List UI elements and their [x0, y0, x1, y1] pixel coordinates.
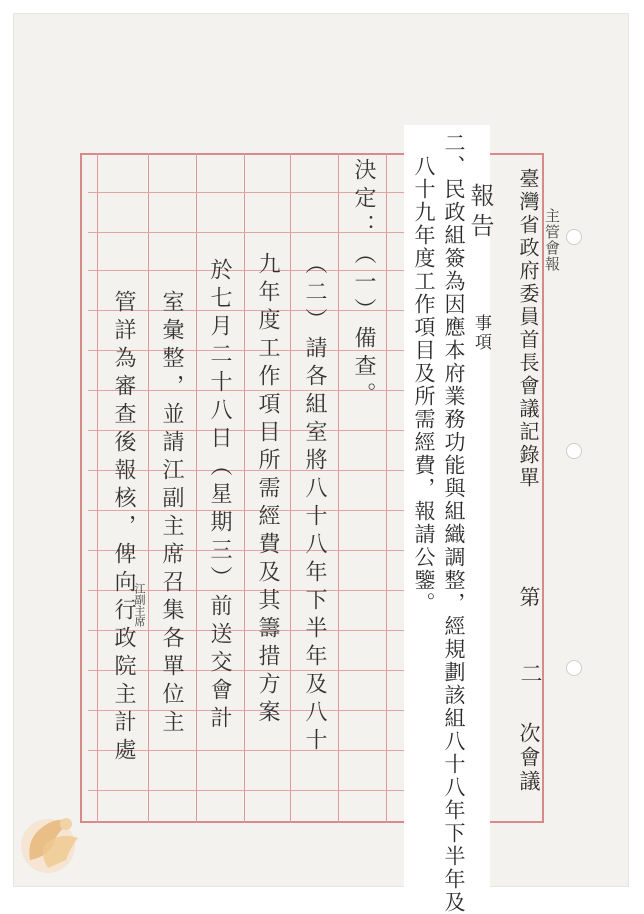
column-rule — [338, 153, 339, 823]
resolution-line: 管詳為審查後報核，俾向行政院主計處 — [111, 290, 136, 766]
row-rule — [88, 430, 410, 431]
agenda-item-line-2: 八十九年度工作項目及所需經費，報請公鑒。 — [412, 155, 436, 615]
resolution-line: 九年度工作項目所需經費及其籌措方案 — [255, 252, 280, 728]
document-title: 臺灣省政府委員首長會議記錄單 — [516, 168, 540, 490]
column-rule — [290, 153, 291, 823]
handwritten-annotation: 主管會報 — [543, 208, 561, 272]
margin-insertion-note: 江副主席 — [133, 583, 146, 627]
punch-hole — [566, 443, 582, 459]
column-rule — [97, 153, 98, 823]
section-label: 報告 — [466, 183, 494, 243]
row-rule — [88, 510, 410, 511]
column-rule — [148, 153, 149, 823]
row-rule — [88, 710, 410, 711]
meeting-prefix: 第 — [517, 586, 541, 609]
row-rule — [88, 670, 410, 671]
row-rule — [88, 790, 410, 791]
punch-hole — [566, 229, 582, 245]
row-rule — [88, 550, 410, 551]
column-rule — [196, 153, 197, 823]
column-rule — [386, 153, 387, 823]
section-type: 事項 — [471, 314, 491, 352]
resolution-line: 決定：（一）備查。 — [351, 158, 376, 410]
resolution-line: （二）請各組室將八十八年下半年及八十 — [302, 252, 327, 756]
row-rule — [88, 630, 410, 631]
punch-hole — [566, 660, 582, 676]
row-rule — [88, 750, 410, 751]
resolution-line: 於七月二十八日（星期三）前送交會計 — [207, 258, 232, 734]
agenda-item-line-1: 二、民政組簽為因應本府業務功能與組織調整，經規劃該組八十八年下半年及 — [442, 132, 466, 914]
meeting-number: 二 — [517, 662, 542, 690]
resolution-line: 室彙整，並請江副主席召集各單位主 — [159, 290, 184, 738]
column-rule — [244, 153, 245, 823]
row-rule — [88, 470, 410, 471]
archive-logo-watermark — [18, 802, 90, 880]
meeting-suffix: 次會議 — [517, 722, 541, 794]
